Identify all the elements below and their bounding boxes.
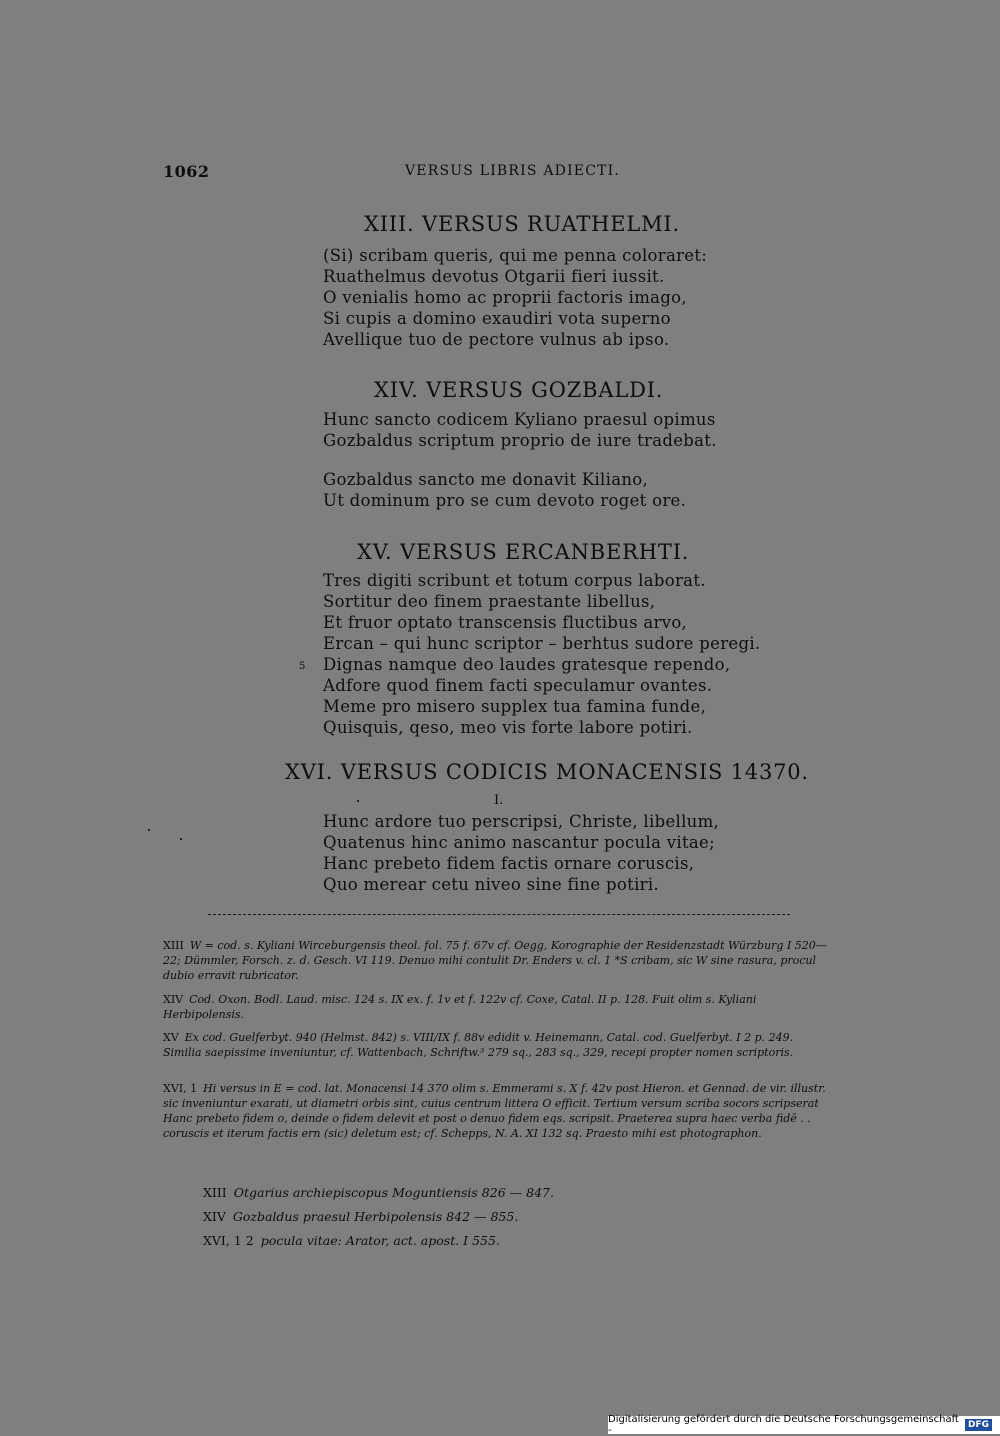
note-ref: XIV	[203, 1209, 226, 1224]
apparatus-note	[163, 938, 835, 983]
verse-line: Avellique tuo de pectore vulnus ab ipso.	[323, 330, 670, 349]
source-note	[203, 1233, 500, 1248]
note-text: W = cod. s. Kyliani Wirceburgensis theol. fol. 75 f. 67v cf. Oegg, Korographie der Residenzstadt Würzburg I 520—22; Dümmler, Forsch. z. d. Gesch. VI 119. Denuo mihi contulit Dr. Enders v. cl. 1 *S cribam, sic W sine rasura, procul dubio erravit rubricator.	[163, 939, 827, 982]
note-ref: XIV	[163, 993, 184, 1006]
digitization-credit	[608, 1416, 1000, 1434]
verse-line: (Si) scribam queris, qui me penna coloraret:	[323, 246, 708, 265]
section-title-xiv: XIV. VERSUS GOZBALDI.	[374, 378, 664, 402]
verse-block-xiii	[323, 245, 707, 350]
apparatus-note	[163, 992, 835, 1022]
verse-line: Ut dominum pro se cum devoto roget ore.	[323, 491, 687, 510]
page-number: 1062	[163, 162, 210, 181]
verse-line: Hunc sancto codicem Kyliano praesul opimus	[323, 410, 716, 429]
note-ref: XIII	[203, 1185, 227, 1200]
source-note	[203, 1185, 554, 1200]
section-title-xvi: XVI. VERSUS CODICIS MONACENSIS 14370.	[285, 760, 809, 784]
verse-line: O venialis homo ac proprii factoris imago,	[323, 288, 687, 307]
apparatus-note	[163, 1030, 835, 1060]
dfg-logo[interactable]: DFG	[965, 1419, 992, 1431]
verse-line: Ruathelmus devotus Otgarii fieri iussit.	[323, 267, 665, 286]
scan-speck	[148, 829, 150, 831]
verse-line: Quatenus hinc animo nascantur pocula vitae;	[323, 833, 715, 852]
line-number-marker: 5	[299, 661, 306, 672]
section-title-xv: XV. VERSUS ERCANBERHTI.	[357, 540, 690, 564]
verse-line: Dignas namque deo laudes gratesque rependo,	[323, 655, 731, 674]
source-note	[203, 1209, 518, 1224]
verse-line: Gozbaldus scriptum proprio de iure tradebat.	[323, 431, 717, 450]
section-subtitle: I.	[494, 793, 504, 808]
scan-speck	[180, 838, 182, 840]
verse-block-xiv-a	[323, 409, 717, 451]
verse-line: Hanc prebeto fidem factis ornare coruscis,	[323, 854, 695, 873]
verse-line: Quo merear cetu niveo sine fine potiri.	[323, 875, 659, 894]
verse-line: Sortitur deo finem praestante libellus,	[323, 592, 656, 611]
verse-line: Quisquis, qeso, meo vis forte labore potiri.	[323, 718, 693, 737]
note-ref: XV	[163, 1031, 179, 1044]
verse-line: Gozbaldus sancto me donavit Kiliano,	[323, 470, 649, 489]
note-text: Hi versus in E = cod. lat. Monacensi 14 370 olim s. Emmerami s. X f. 42v post Hieron. et Gennad. de vir. illustr. sic inveniuntur exarati, ut diametri orbis sint, cuius centrum littera O efficit. Tertium versum scriba socors scripserat Hanc prebeto fidem o, deinde o fidem delevit et post o denuo fidem eqs. scripsit. Praeterea supra haec verba fidē . . coruscis et iterum factis ern (sic) deletum est; cf. Schepps, N. A. XI 132 sq. Praesto mihi est photographon.	[163, 1082, 826, 1140]
verse-line: Ercan – qui hunc scriptor – berhtus sudore peregi.	[323, 634, 761, 653]
note-text: Ex cod. Guelferbyt. 940 (Helmst. 842) s. VIII/IX f. 88v edidit v. Heinemann, Catal. cod. Guelferbyt. I 2 p. 249. Similia saepissime inveniuntur, cf. Wattenbach, Schriftw.³ 279 sq., 283 sq., 329, recepi propter nomen scriptoris.	[163, 1031, 794, 1059]
verse-block-xiv-b	[323, 469, 686, 511]
verse-line: Et fruor optato transcensis fluctibus arvo,	[323, 613, 688, 632]
verse-line: Meme pro misero supplex tua famina funde,	[323, 697, 707, 716]
note-ref: XVI, 1	[163, 1082, 198, 1095]
note-text: Cod. Oxon. Bodl. Laud. misc. 124 s. IX ex. f. 1v et f. 122v cf. Coxe, Catal. II p. 128. Fuit olim s. Kyliani Herbipolensis.	[163, 993, 757, 1021]
credit-text: Digitalisierung gefördert durch die Deutsche Forschungsgemeinschaft -	[608, 1414, 959, 1436]
note-ref: XVI, 1 2	[203, 1233, 254, 1248]
verse-block-xvi	[323, 811, 719, 895]
apparatus-note	[163, 1081, 835, 1141]
verse-line: Hunc ardore tuo perscripsi, Christe, libellum,	[323, 812, 720, 831]
note-ref: XIII	[163, 939, 184, 952]
scan-speck	[357, 800, 359, 802]
footnote-divider	[208, 914, 790, 915]
verse-line: Tres digiti scribunt et totum corpus laborat.	[323, 571, 706, 590]
note-text: pocula vitae: Arator, act. apost. I 555.	[260, 1233, 500, 1248]
section-title-xiii: XIII. VERSUS RUATHELMI.	[364, 212, 680, 236]
running-title: VERSUS LIBRIS ADIECTI.	[405, 163, 621, 179]
note-text: Gozbaldus praesul Herbipolensis 842 — 855.	[232, 1209, 519, 1224]
note-text: Otgarius archiepiscopus Moguntiensis 826 — 847.	[233, 1185, 554, 1200]
verse-line: Adfore quod finem facti speculamur ovantes.	[323, 676, 713, 695]
verse-block-xv	[323, 570, 760, 738]
verse-line: Si cupis a domino exaudiri vota superno	[323, 309, 671, 328]
